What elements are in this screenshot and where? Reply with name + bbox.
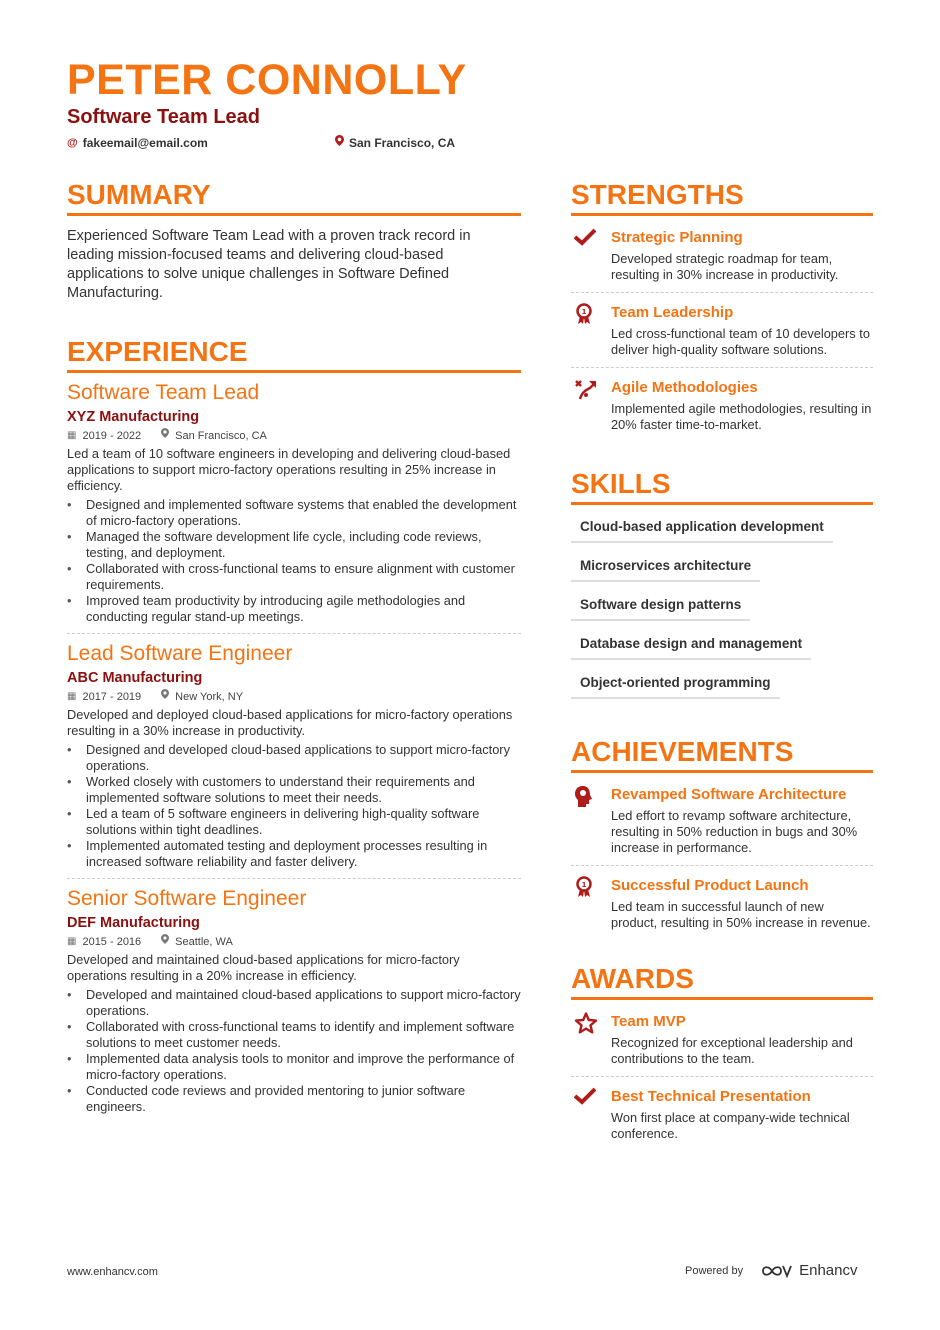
right-column xyxy=(571,178,873,1142)
bullet-item: • Improved team productivity by introducing agile methodologies and conducting regular stand-up meetings. xyxy=(67,593,521,625)
summary-heading: SUMMARY xyxy=(67,178,521,216)
job-title: Senior Software Engineer xyxy=(67,887,307,910)
medal-icon xyxy=(571,876,611,931)
divider xyxy=(67,878,521,879)
candidate-title: Software Team Lead xyxy=(67,106,261,128)
experience-heading: EXPERIENCE xyxy=(67,335,521,373)
footer-powered-by[interactable] xyxy=(685,1262,857,1280)
calendar-icon: ▦ xyxy=(67,691,77,702)
strength-title: Team Leadership xyxy=(611,304,734,321)
email-text: fakeemail@email.com xyxy=(82,136,208,150)
divider xyxy=(67,633,521,634)
head-icon xyxy=(571,785,611,856)
strength-desc: Led cross-functional team of 10 developers to deliver high-quality software solutions. xyxy=(611,326,870,357)
calendar-icon: ▦ xyxy=(67,430,77,441)
experience-entry xyxy=(67,886,521,1115)
job-dates: 2019 - 2022 xyxy=(82,430,142,442)
strength-desc: Developed strategic roadmap for team, resulting in 30% increase in productivity. xyxy=(611,251,839,282)
location-text: San Francisco, CA xyxy=(349,136,456,150)
brand-name: Enhancv xyxy=(799,1262,858,1279)
candidate-name: PETER CONNOLLY xyxy=(67,56,467,104)
award-item xyxy=(571,1012,873,1076)
strength-title: Strategic Planning xyxy=(611,229,743,246)
award-item xyxy=(571,1087,873,1142)
bullet-item: • Developed and maintained cloud-based applications to support micro-factory operations. xyxy=(67,987,521,1019)
calendar-icon: ▦ xyxy=(67,936,77,947)
bullet-item: • Managed the software development life cycle, including code reviews, testing, and deployment. xyxy=(67,529,521,561)
bullet-item: • Worked closely with customers to understand their requirements and implemented software solutions to meet their needs. xyxy=(67,774,521,806)
achievement-item xyxy=(571,785,873,865)
achievements-heading: ACHIEVEMENTS xyxy=(571,735,873,773)
check-icon xyxy=(571,1087,611,1142)
achievement-title: Revamped Software Architecture xyxy=(611,786,847,803)
skills-heading: SKILLS xyxy=(571,467,873,505)
job-location: San Francisco, CA xyxy=(175,430,267,442)
award-title: Best Technical Presentation xyxy=(611,1088,811,1105)
medal-icon xyxy=(571,303,611,358)
powered-by-text: Powered by xyxy=(685,1265,744,1277)
at-icon: @ xyxy=(67,137,78,149)
enhancv-logo xyxy=(761,1262,857,1280)
strengths-heading: STRENGTHS xyxy=(571,178,873,216)
footer-website-link[interactable]: www.enhancv.com xyxy=(67,1266,158,1278)
bullet-item: • Designed and implemented software systems that enabled the development of micro-factory operations. xyxy=(67,497,521,529)
contact-location xyxy=(335,135,455,151)
divider xyxy=(571,1076,873,1077)
skills-list xyxy=(571,518,873,713)
svg-text:1: 1 xyxy=(581,308,587,316)
location-pin-icon xyxy=(161,934,169,950)
bullet-item: • Designed and developed cloud-based applications to support micro-factory operations. xyxy=(67,742,521,774)
achievement-item xyxy=(571,876,873,931)
skill-tag: Microservices architecture xyxy=(571,557,760,582)
job-dates: 2015 - 2016 xyxy=(82,936,142,948)
bullet-item: • Conducted code reviews and provided mentoring to junior software engineers. xyxy=(67,1083,521,1115)
job-description: Led a team of 10 software engineers in developing and delivering cloud-based applications to support micro-factory operations resulting in 25% increase in efficiency. xyxy=(67,446,511,493)
bullet-item: • Collaborated with cross-functional teams to ensure alignment with customer requirements. xyxy=(67,561,521,593)
job-bullets xyxy=(67,497,521,625)
location-pin-icon xyxy=(161,689,169,705)
job-description: Developed and maintained cloud-based applications for micro-factory operations resulting in a 20% increase in efficiency. xyxy=(67,952,460,983)
location-pin-icon xyxy=(161,428,169,444)
job-bullets xyxy=(67,987,521,1115)
achievement-desc: Led effort to revamp software architecture, resulting in 50% reduction in bugs and 30% increase in performance. xyxy=(611,808,858,855)
summary-text: Experienced Software Team Lead with a proven track record in leading mission-focused teams and delivering cloud-based applications to solve unique challenges in Software Defined Manufacturing. xyxy=(67,228,471,301)
achievement-desc: Led team in successful launch of new product, resulting in 50% increase in revenue. xyxy=(611,899,871,930)
skill-tag: Cloud-based application development xyxy=(571,518,833,543)
job-meta xyxy=(67,934,521,950)
divider xyxy=(571,292,873,293)
divider xyxy=(571,865,873,866)
experience-entry xyxy=(67,380,521,625)
job-meta xyxy=(67,428,521,444)
skill-tag: Software design patterns xyxy=(571,596,750,621)
strength-desc: Implemented agile methodologies, resulting in 20% faster time-to-market. xyxy=(611,401,872,432)
check-icon xyxy=(571,228,611,283)
strength-item xyxy=(571,228,873,292)
job-location: Seattle, WA xyxy=(175,936,233,948)
company-name: DEF Manufacturing xyxy=(67,915,200,931)
award-desc: Won first place at company-wide technical conference. xyxy=(611,1110,850,1141)
skill-tag: Object-oriented programming xyxy=(571,674,780,699)
job-meta xyxy=(67,689,521,705)
strength-item xyxy=(571,378,873,433)
strength-title: Agile Methodologies xyxy=(611,379,758,396)
star-icon xyxy=(571,1012,611,1067)
experience-entry xyxy=(67,641,521,870)
skill-tag: Database design and management xyxy=(571,635,811,660)
awards-heading: AWARDS xyxy=(571,962,873,1000)
job-description: Developed and deployed cloud-based applications for micro-factory operations resulting in a 30% increase in productivity. xyxy=(67,707,513,738)
award-title: Team MVP xyxy=(611,1013,686,1030)
bullet-item: • Led a team of 5 software engineers in delivering high-quality software solutions within tight deadlines. xyxy=(67,806,521,838)
contact-email[interactable] xyxy=(67,135,208,151)
bullet-item: • Implemented automated testing and deployment processes resulting in increased software reliability and faster delivery. xyxy=(67,838,521,870)
svg-text:1: 1 xyxy=(581,881,587,889)
job-location: New York, NY xyxy=(175,691,244,703)
left-column xyxy=(67,178,521,1115)
job-dates: 2017 - 2019 xyxy=(82,691,142,703)
company-name: XYZ Manufacturing xyxy=(67,409,200,425)
route-icon xyxy=(571,378,611,433)
bullet-item: • Collaborated with cross-functional teams to identify and implement software solutions to meet customer needs. xyxy=(67,1019,521,1051)
job-bullets xyxy=(67,742,521,870)
job-title: Lead Software Engineer xyxy=(67,642,293,665)
strength-item xyxy=(571,303,873,367)
bullet-item: • Implemented data analysis tools to monitor and improve the performance of micro-factory operations. xyxy=(67,1051,521,1083)
company-name: ABC Manufacturing xyxy=(67,670,203,686)
job-title: Software Team Lead xyxy=(67,381,260,404)
award-desc: Recognized for exceptional leadership and contributions to the team. xyxy=(611,1035,853,1066)
divider xyxy=(571,367,873,368)
achievement-title: Successful Product Launch xyxy=(611,877,809,894)
location-pin-icon xyxy=(335,135,344,151)
